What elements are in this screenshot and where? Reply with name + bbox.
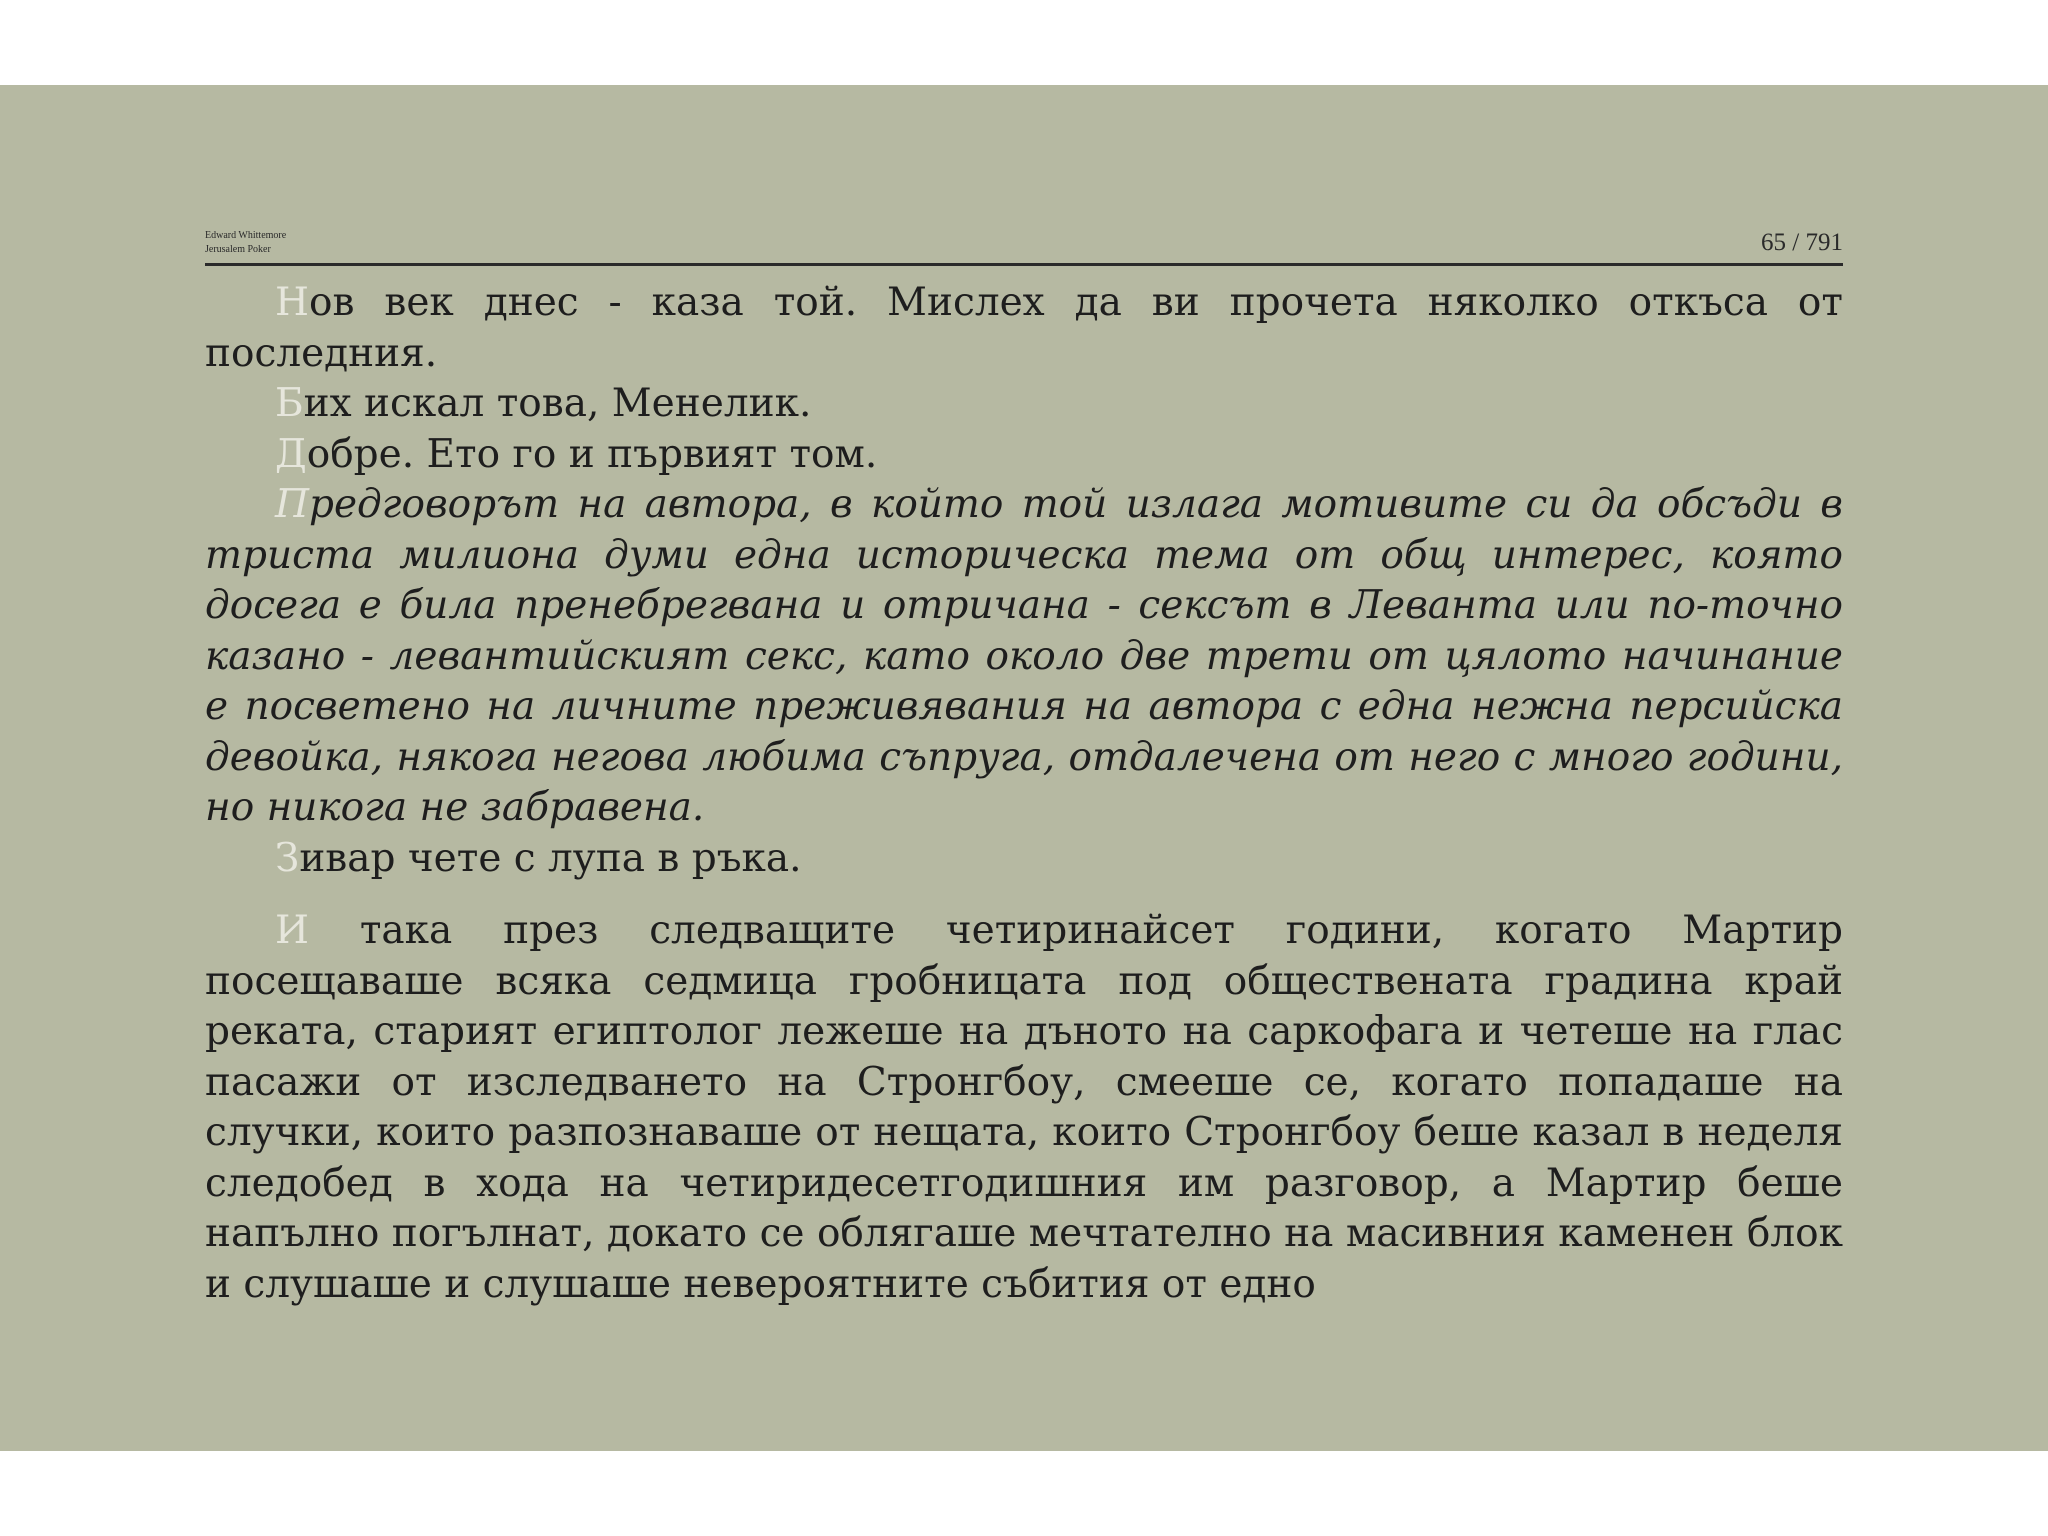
paragraph-6-first-letter: И — [275, 908, 310, 953]
header-author: Edward Whittemore — [205, 230, 287, 241]
page-content — [205, 227, 1843, 1310]
header-book-info — [205, 229, 286, 257]
paragraph-4-quote — [205, 480, 1843, 834]
paragraph-1-first-letter: Н — [275, 280, 310, 325]
paragraph-3-first-letter: Д — [275, 431, 307, 477]
paragraph-3-text: обре. Ето го и първият том. — [306, 431, 878, 477]
paragraph-6 — [205, 906, 1843, 1310]
running-header — [205, 227, 1843, 266]
paragraph-5 — [205, 834, 1843, 885]
paragraph-2-text: их искал това, Менелик. — [303, 381, 812, 426]
paragraph-5-first-letter: З — [275, 835, 300, 881]
header-book-title: Jerusalem Poker — [205, 244, 271, 255]
page-background — [0, 85, 2048, 1451]
paragraph-1-text: ов век днес - каза той. Мислех да ви прочета няколко откъса от последния. — [205, 280, 1843, 376]
paragraph-1 — [205, 278, 1843, 379]
page-number: 65 / 791 — [1761, 229, 1843, 256]
paragraph-5-text: ивар чете с лупа в ръка. — [299, 835, 802, 881]
paragraph-3 — [205, 430, 1843, 481]
paragraph-2 — [205, 379, 1843, 430]
paragraph-4-first-letter: П — [275, 482, 310, 527]
body-text — [205, 278, 1843, 1310]
paragraph-4-text: редговорът на автора, в който той излага мотивите си да обсъди в триста милиона думи една историческа тема от общ интерес, която досега е била пренебрегвана и отричана - сексът в Леванта или по-точно казано - левантийският секс, като около две трети от цялото начинание е посветено на личните преживявания на автора с една нежна персийска девойка, някога негова любима съпруга, отдалечена от него с много години, но никога не забравена. — [205, 482, 1843, 830]
paragraph-2-first-letter: Б — [275, 381, 304, 426]
paragraph-6-text: така през следващите четиринайсет години, когато Мартир посещаваше всяка седмица гробницата под обществената градина край реката, старият египтолог лежеше на дъното на саркофага и четеше на глас пасажи от изследването на Стронгбоу, смееше се, когато попадаше на случки, които разпознаваше от нещата, които Стронгбоу беше казал в неделя следобед в хода на четиридесетгодишния им разговор, а Мартир беше напълно погълнат, докато се облягаше мечтателно на масивния каменен блок и слушаше и слушаше невероятните събития от едно — [205, 908, 1843, 1307]
